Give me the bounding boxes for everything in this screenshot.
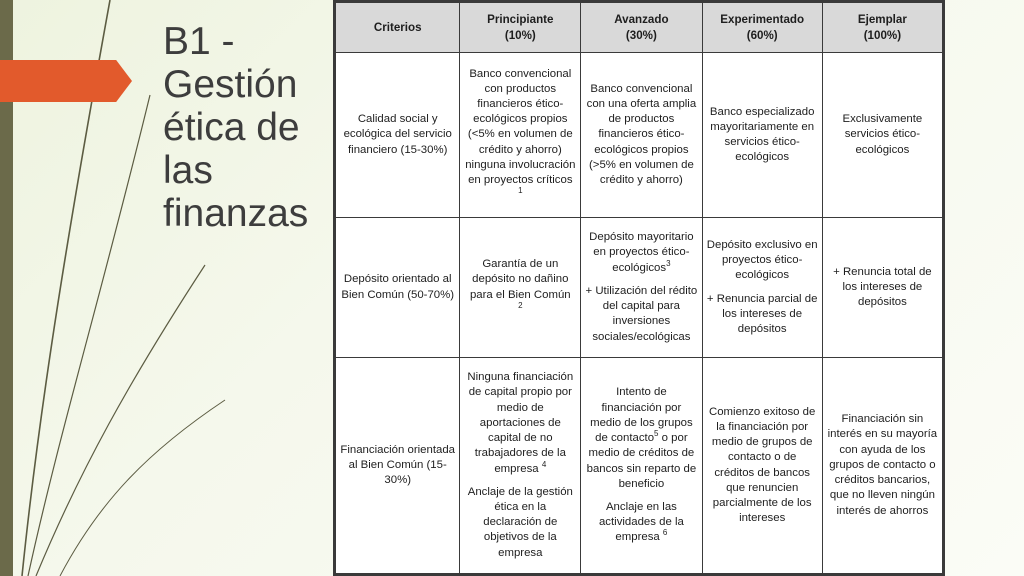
cell-principiante: Ninguna financiación de capital propio por medio de aportaciones de capital de no trabajadores de la empresa $^4$ Anclaje de la gestión ética en la declaración de objetivos de la empresa [460, 358, 581, 574]
cell-experimentado: Depósito exclusivo en proyectos ético-ecológicos + Renuncia parcial de los intereses de depósitos [702, 218, 822, 358]
table-header-row [336, 3, 943, 53]
cell-avanzado: Banco convencional con una oferta amplia de productos financieros ético-ecológicos propios (>5% en volumen de crédito y ahorro) [581, 53, 702, 218]
cell-experimentado: Comienzo exitoso de la financiación por medio de grupos de contacto o de créditos de bancos que renuncien parcialmente de los intereses [702, 358, 822, 574]
table-row [336, 53, 943, 218]
cell-ejemplar: Exclusivamente servicios ético-ecológicos [822, 53, 942, 218]
cell-avanzado: Intento de financiación por medio de los grupos de contacto$^5$ o por medio de créditos de bancos sin reparto de beneficio Anclaje en las actividades de la empresa $^6$ [581, 358, 702, 574]
cell-criterio: Financiación orientada al Bien Común (15-30%) [336, 358, 460, 574]
cell-criterio: Depósito orientado al Bien Común (50-70%) [336, 218, 460, 358]
cell-avanzado: Depósito mayoritario en proyectos ético-ecológicos$^3$ + Utilización del rédito del capital para inversiones sociales/ecológicas [581, 218, 702, 358]
header-criterios: Criterios [336, 3, 460, 53]
cell-ejemplar: Financiación sin interés en su mayoría con ayuda de los grupos de contacto o créditos bancarios, que no lleven ningún interés de ahorros [822, 358, 942, 574]
table-row [336, 358, 943, 574]
criteria-table [335, 2, 943, 574]
red-arrow-shape [0, 60, 132, 102]
cell-principiante: Banco convencional con productos financieros ético-ecológicos propios (<5% en volumen de crédito y ahorro) ninguna involucración en proyectos críticos $^1$ [460, 53, 581, 218]
header-avanzado: Avanzado (30%) [581, 3, 702, 53]
slide-title: B1 - Gestión ética de las finanzas [163, 20, 309, 235]
header-ejemplar: Ejemplar (100%) [822, 3, 942, 53]
header-experimentado: Experimentado (60%) [702, 3, 822, 53]
criteria-table-container [333, 0, 945, 576]
cell-criterio: Calidad social y ecológica del servicio financiero (15-30%) [336, 53, 460, 218]
table-row [336, 218, 943, 358]
cell-experimentado: Banco especializado mayoritariamente en servicios ético-ecológicos [702, 53, 822, 218]
cell-ejemplar: + Renuncia total de los intereses de depósitos [822, 218, 942, 358]
header-principiante: Principiante (10%) [460, 3, 581, 53]
cell-principiante: Garantía de un depósito no dañino para el Bien Común $^2$ [460, 218, 581, 358]
